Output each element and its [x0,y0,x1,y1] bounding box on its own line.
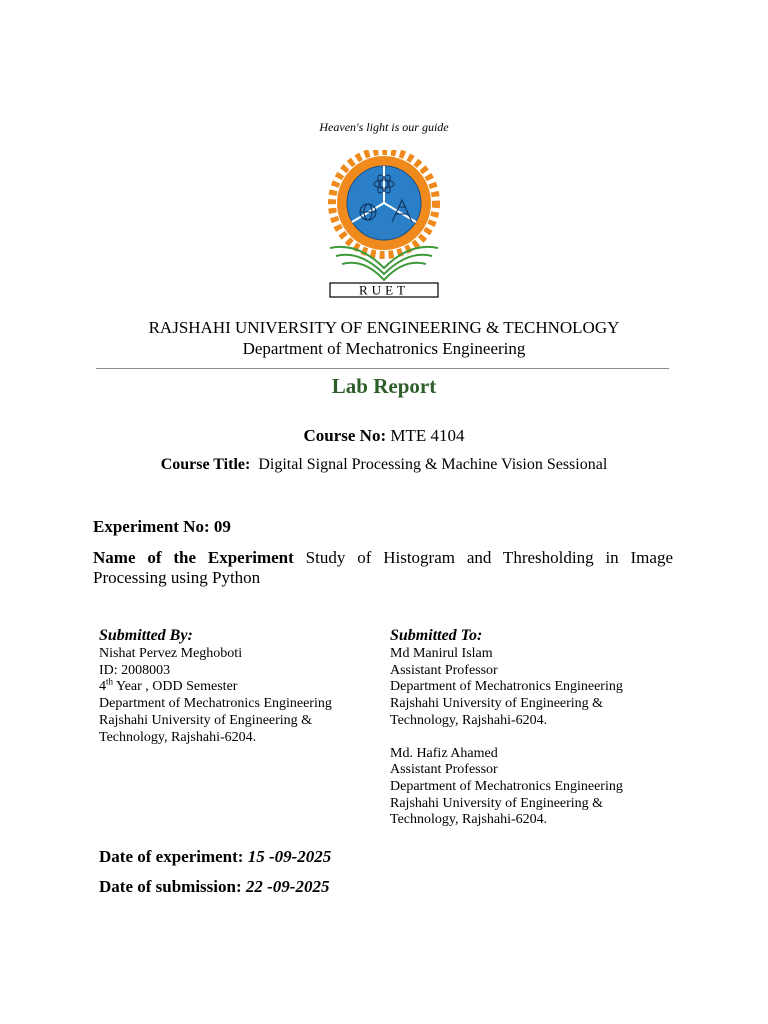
teacher-name: Md Manirul Islam [390,646,493,661]
date-of-experiment [99,847,331,867]
course-number-value: MTE 4104 [390,426,465,445]
university-name: RAJSHAHI UNIVERSITY OF ENGINEERING & TECHNOLOGY [148,318,620,337]
department-name: Department of Mechatronics Engineering [242,339,526,358]
date-of-experiment-label: Date of experiment: [99,847,244,866]
experiment-name-value: Study of Histogram and Thresholding in Image Processing using Python [93,548,673,587]
report-title: Lab Report [331,374,437,398]
divider [96,368,669,369]
course-number-label: Course No: [303,426,387,445]
teacher-university: Rajshahi University of Engineering & [390,795,604,811]
teacher-department: Department of Mechatronics Engineering [390,679,623,695]
date-of-submission [99,877,329,897]
university-motto: Heaven's light is our guide [319,120,449,134]
teacher-university: Technology, Rajshahi-6204. [390,812,548,828]
submitted-to-heading: Submitted To: [390,627,483,644]
teacher-university: Technology, Rajshahi-6204. [390,712,548,728]
experiment-number-value: 09 [213,517,231,536]
logo-text: RUET [359,282,409,298]
experiment-number-label: Experiment No: [93,517,210,536]
student-year: 4th Year , ODD Semester [99,676,238,695]
teacher-name: Md. Hafiz Ahamed [390,745,498,761]
student-name: Nishat Pervez Meghoboti [99,646,243,661]
experiment-name-label: Name of the Experiment [93,548,294,567]
teacher-university: Rajshahi University of Engineering & [390,696,604,712]
student-department: Department of Mechatronics Engineering [99,696,332,712]
student-university: Technology, Rajshahi-6204. [99,729,257,745]
teacher-designation: Assistant Professor [390,762,498,778]
teacher-department: Department of Mechatronics Engineering [390,778,623,794]
experiment-name [93,548,673,588]
submitted-by-block [99,627,379,746]
date-of-submission-label: Date of submission: [99,877,242,896]
course-title-label: Course Title: [160,456,251,473]
submitted-by-heading: Submitted By: [99,627,193,644]
course-title-value: Digital Signal Processing & Machine Vision Sessional [258,456,608,473]
submitted-to-block [390,627,680,829]
course-title [0,456,768,474]
date-of-experiment-value: 15 -09-2025 [247,847,332,866]
ruet-logo [320,150,448,300]
student-id: ID: 2008003 [99,662,171,678]
teacher-designation: Assistant Professor [390,662,498,678]
experiment-number [93,517,231,537]
date-of-submission-value: 22 -09-2025 [245,877,330,896]
course-number [0,426,768,446]
student-university: Rajshahi University of Engineering & [99,712,313,728]
gear-icon [332,151,436,255]
